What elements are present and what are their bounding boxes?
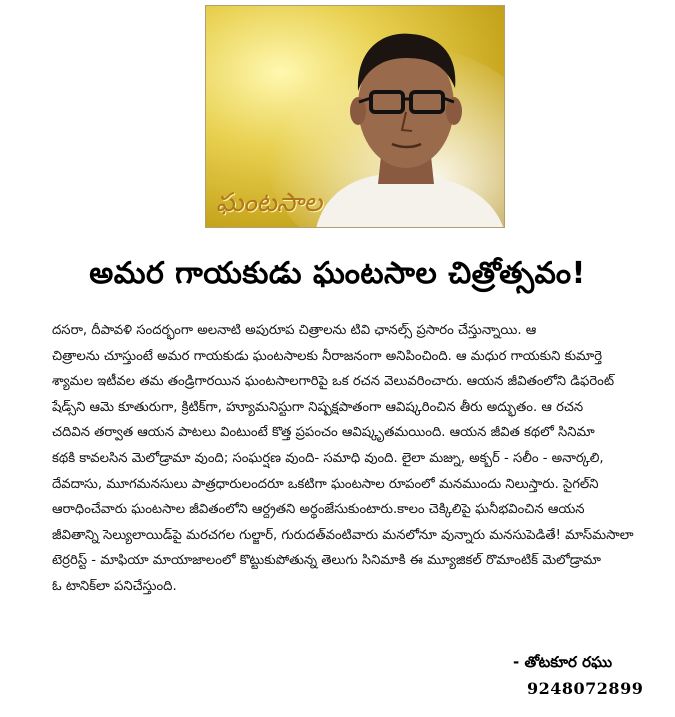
- article-line: టెర్రరిస్ట్ - మాఫియా మాయాజాలంలో కొట్టుకుపోతున్న తెలుగు సినిమాకి ఈ మ్యూజికల్ రొమాంటిక్ మెలోడ్రామా: [52, 553, 601, 569]
- article-line: ఓ టానిక్‌లా పనిచేస్తుంది.: [52, 578, 177, 594]
- article-line: చదివిన తర్వాత ఆయన పాటలు వింటుంటే కొత్త ప్రపంచం ఆవిష్కృతమయింది. ఆయన జీవిత కథలో సినిమా: [52, 425, 595, 441]
- article-line: షేడ్స్‌ని ఆమె కూతురుగా, క్రిటిక్‌గా, హ్యూమనిస్టుగా నిష్పక్షపాతంగా ఆవిష్కరించిన తీరు అద్భుతం. ఆ రచన: [52, 399, 584, 415]
- article-line: ఆరాధించేవారు ఘంటసాల జీవితంలోని ఆర్ద్రతని అర్థంజేసుకుంటారు.కాలం చెక్కిలిపై ఘనీభవించిన ఆయన: [52, 502, 585, 518]
- article-line: జీవితాన్ని సెల్యులాయిడ్‌పై మరచగల గుల్జార్, గురుదత్‌వంటివారు మనలోనూ వున్నారు మనసుపెడితే! మాస్‌మసాలా: [52, 527, 634, 543]
- article-headline: అమర గాయకుడు ఘంటసాల చిత్రోత్సవం!: [89, 256, 586, 291]
- photo-caption: ఘంటసాల: [216, 188, 323, 218]
- article-line: దసరా, దీపావళి సందర్భంగా అలనాటి అపురూప చిత్రాలను టివి ఛానల్స్ ప్రసారం చేస్తున్నాయి. ఆ: [52, 323, 537, 338]
- ghantasala-photo: [205, 5, 505, 228]
- article-line: శ్యామల ఇటీవల తమ తండ్రిగారయిన ఘంటసాలగారిపై ఒక రచన వెలువరించారు. ఆయన జీవితంలోని డిఫరెంట్: [52, 374, 615, 390]
- author-name: - తోటకూర రఘు: [513, 653, 613, 671]
- article-line: దేవదాసు, మూగమనసులు పాత్రధారులందరూ ఒకటిగా ఘంటసాల రూపంలో మనముందు నిలుస్తారు. సైగల్‌ని: [52, 476, 599, 492]
- author-phone: 9248072899: [527, 679, 644, 698]
- article-line: చిత్రాలను చూస్తుంటే అమర గాయకుడు ఘంటసాలకు నీరాజనంగా అనిపించింది. ఆ మధుర గాయకుని కుమార్తె: [52, 348, 603, 364]
- article-line: కథకి కావలసిన మెలోడ్రామా వుంది; సంఘర్షణ వుంది- సమాధి వుంది. లైలా మజ్ను, అక్బర్ - సలీం - అనార్కలి,: [52, 450, 604, 466]
- article-body: [52, 318, 662, 600]
